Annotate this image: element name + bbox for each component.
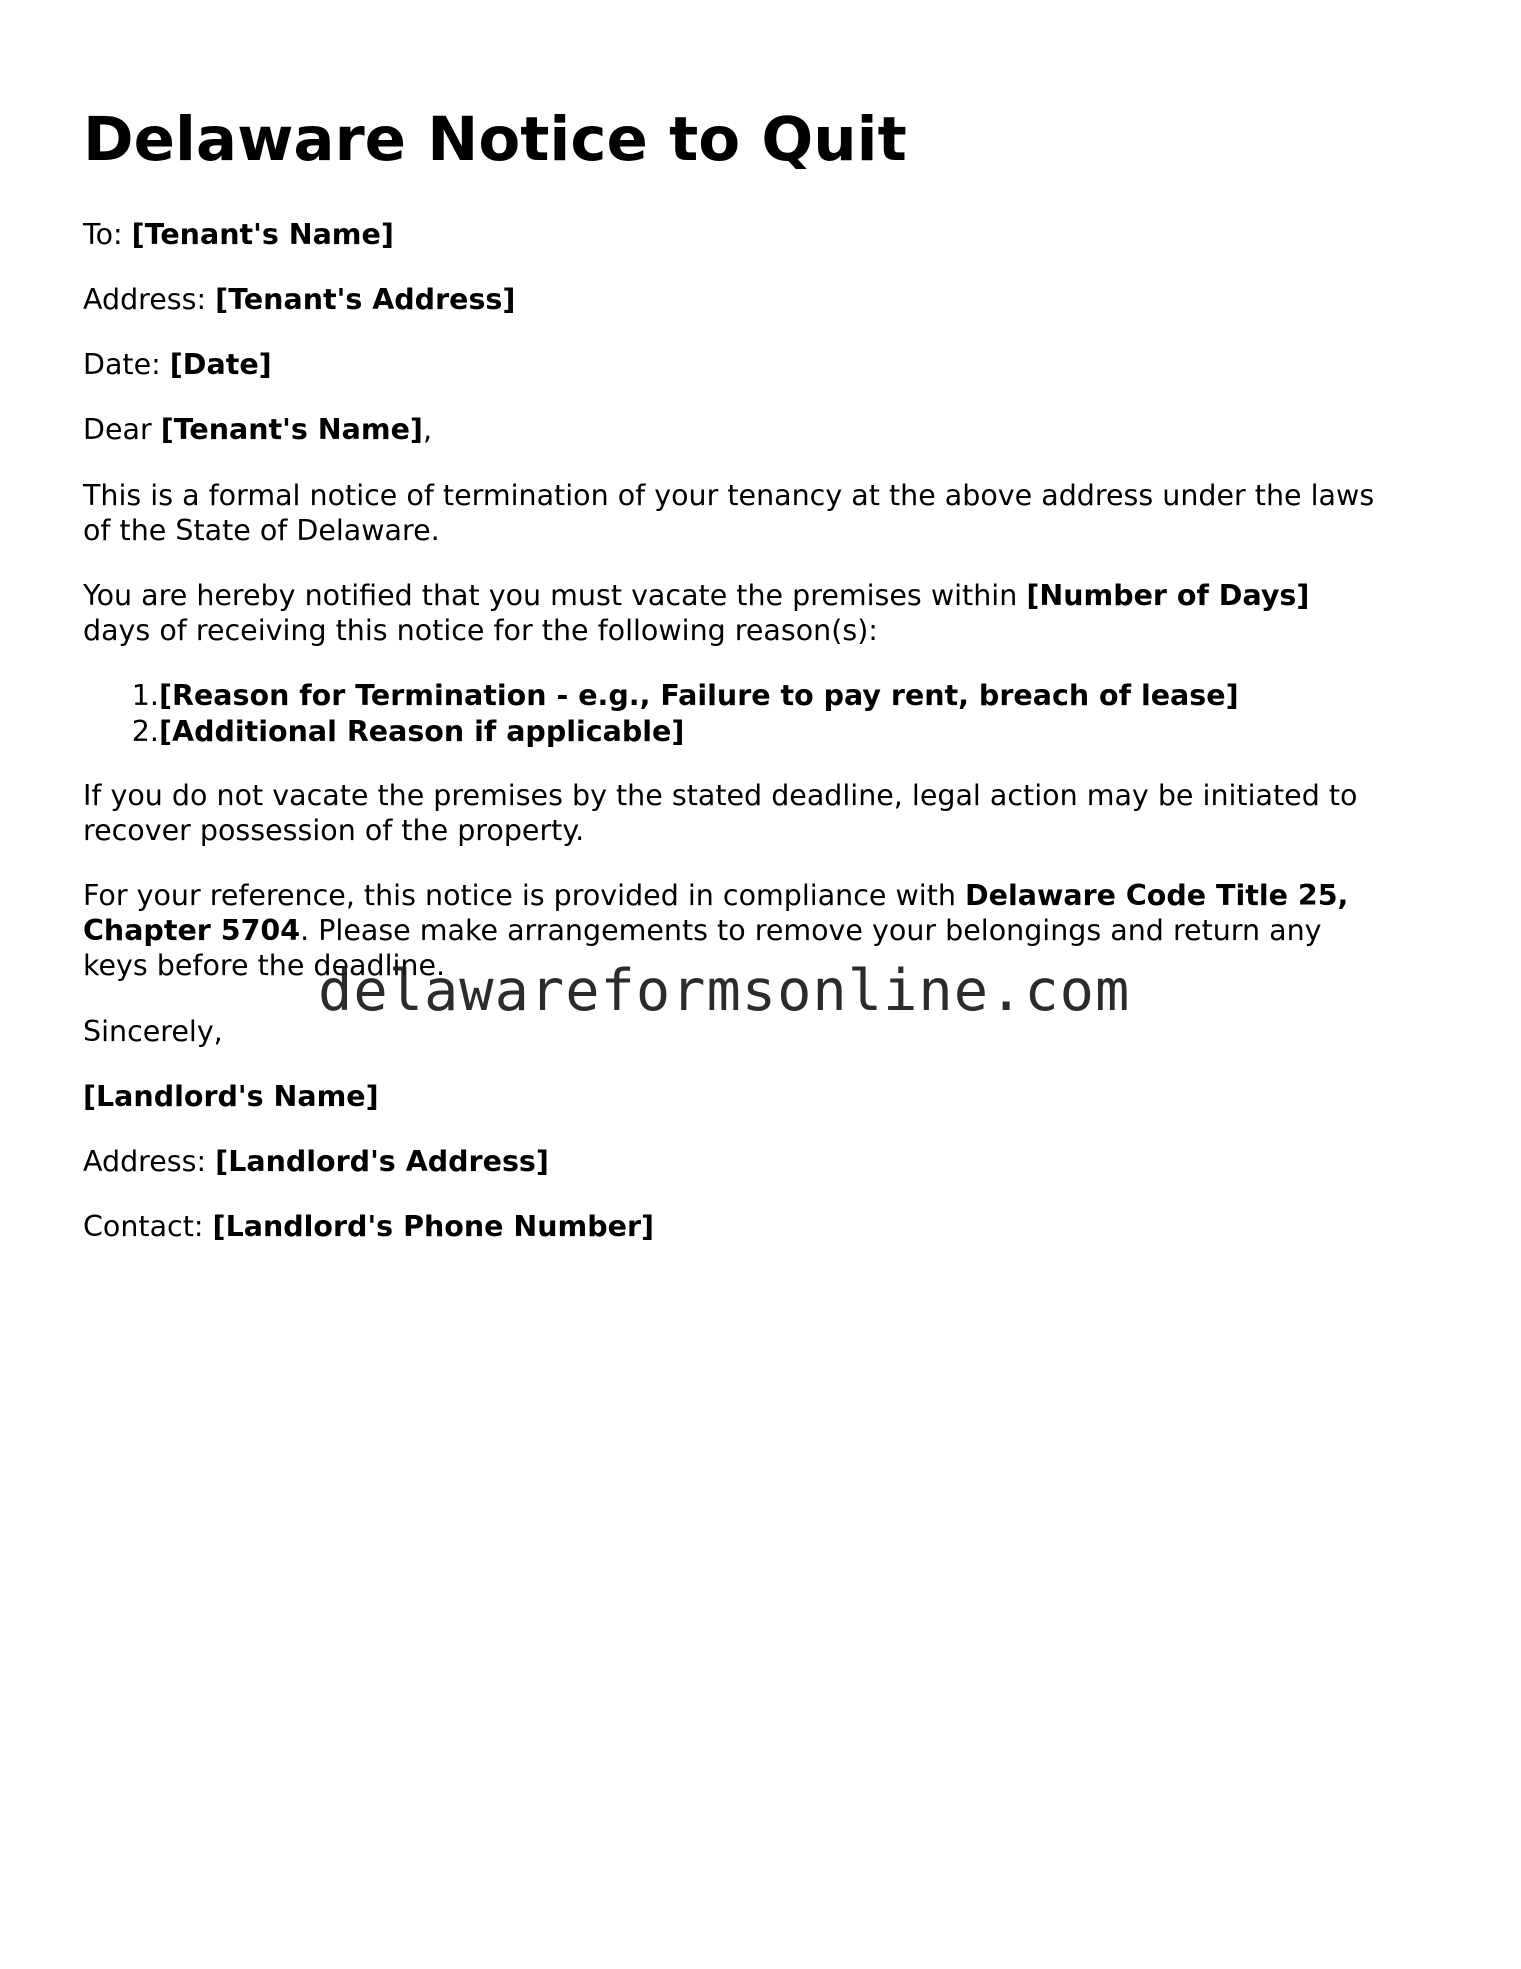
landlord-address-line bbox=[83, 1144, 1443, 1179]
landlord-contact-value: [Landlord's Phone Number] bbox=[212, 1210, 655, 1243]
salutation-name: [Tenant's Name] bbox=[160, 413, 423, 446]
list-item-number: 1. bbox=[131, 679, 159, 712]
paragraph-termination bbox=[83, 478, 1443, 548]
landlord-name-value: [Landlord's Name] bbox=[83, 1080, 379, 1113]
paragraph-legal-action-line2: recover possession of the property. bbox=[83, 814, 585, 847]
closing: Sincerely, bbox=[83, 1015, 223, 1048]
date-value: [Date] bbox=[169, 348, 272, 381]
watermark: delawareformsonline.com bbox=[318, 958, 1131, 1024]
paragraph-reference-text2: . Please make arrangements to remove your belongings and return any bbox=[300, 914, 1322, 947]
paragraph-vacate bbox=[83, 578, 1443, 648]
salutation bbox=[83, 412, 1443, 447]
landlord-address-value: [Landlord's Address] bbox=[215, 1145, 549, 1178]
date-line bbox=[83, 347, 1443, 382]
address-line bbox=[83, 282, 1443, 317]
paragraph-reference-line3: keys before the deadline. bbox=[83, 949, 446, 982]
date-label: Date: bbox=[83, 348, 170, 381]
page-title: Delaware Notice to Quit bbox=[83, 104, 907, 175]
paragraph-legal-action bbox=[83, 778, 1443, 848]
paragraph-reference-text: For your reference, this notice is provided in compliance with bbox=[83, 879, 966, 912]
list-item-number: 2. bbox=[131, 715, 159, 748]
list-item-text: [Reason for Termination - e.g., Failure to pay rent, breach of lease] bbox=[159, 679, 1239, 712]
to-value: [Tenant's Name] bbox=[131, 218, 394, 251]
landlord-contact-label: Contact: bbox=[83, 1210, 213, 1243]
landlord-contact-line bbox=[83, 1209, 1443, 1244]
address-value: [Tenant's Address] bbox=[215, 283, 516, 316]
salutation-prefix: Dear bbox=[83, 413, 161, 446]
code-reference-part2: Chapter 5704 bbox=[83, 914, 301, 947]
paragraph-termination-line1: This is a formal notice of termination of your tenancy at the above address under the laws bbox=[83, 479, 1375, 512]
paragraph-legal-action-line1: If you do not vacate the premises by the stated deadline, legal action may be initiated to bbox=[83, 779, 1358, 812]
paragraph-vacate-text: You are hereby notified that you must vacate the premises within bbox=[83, 579, 1027, 612]
to-label: To: bbox=[83, 218, 132, 251]
code-reference-part1: Delaware Code Title 25, bbox=[965, 879, 1349, 912]
salutation-suffix: , bbox=[422, 413, 432, 446]
list-item-text: [Additional Reason if applicable] bbox=[159, 715, 685, 748]
address-label: Address: bbox=[83, 283, 216, 316]
paragraph-vacate-line2: days of receiving this notice for the following reason(s): bbox=[83, 614, 878, 647]
number-of-days: [Number of Days] bbox=[1026, 579, 1310, 612]
landlord-name bbox=[83, 1079, 1443, 1114]
paragraph-termination-line2: of the State of Delaware. bbox=[83, 514, 440, 547]
to-line bbox=[83, 217, 1443, 252]
landlord-address-label: Address: bbox=[83, 1145, 216, 1178]
